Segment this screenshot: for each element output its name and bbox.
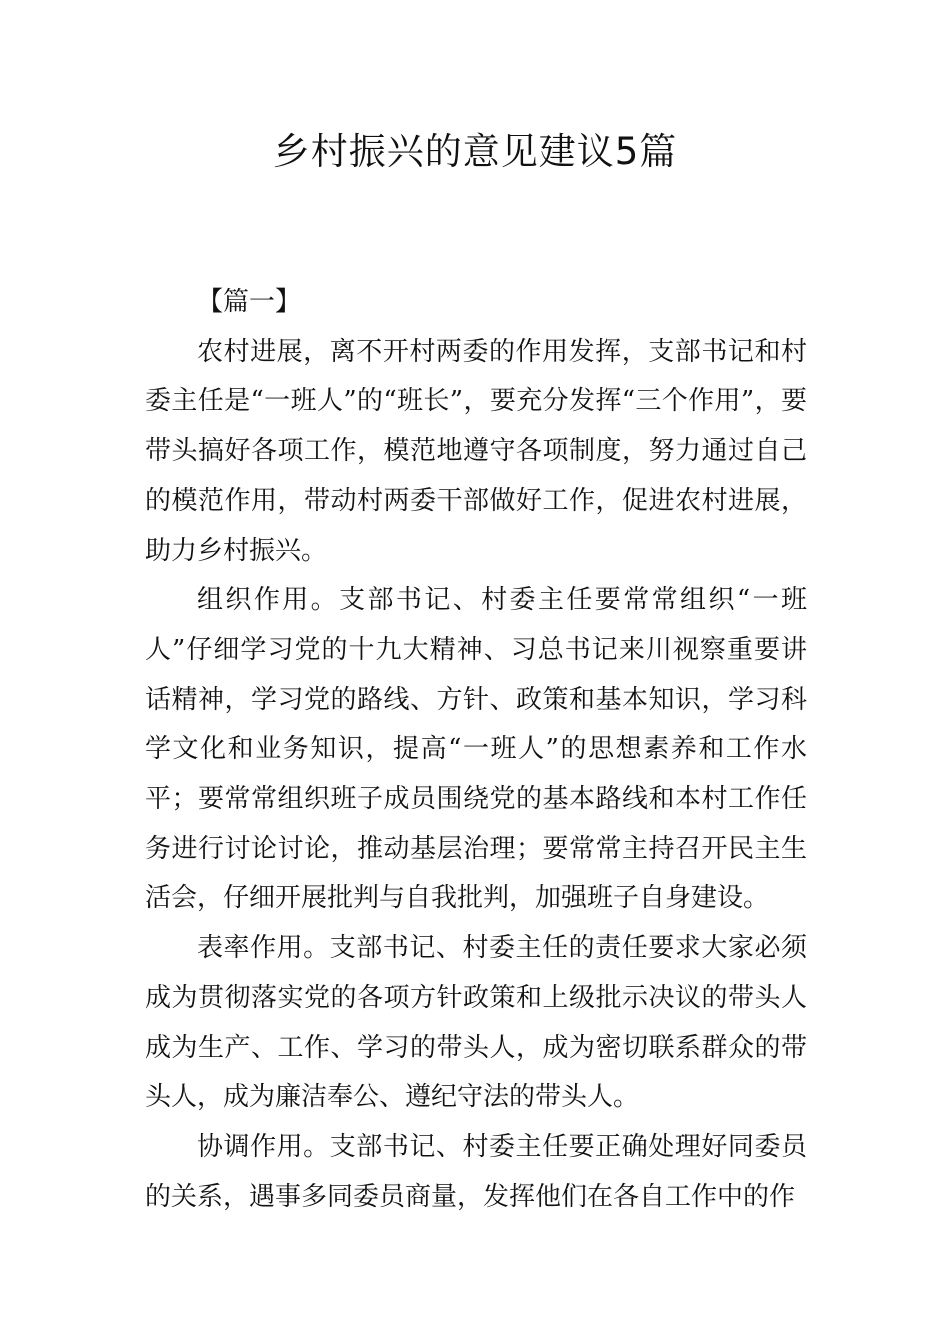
document-body (145, 278, 807, 1222)
paragraph-coordinating-role: 协调作用。支部书记、村委主任要正确处理好同委员的关系，遇事多同委员商量，发挥他们在各自工作中的作 (145, 1131, 807, 1212)
paragraph-exemplary-role: 表率作用。支部书记、村委主任的责任要求大家必须成为贯彻落实党的各项方针政策和上级批示决议的带头人成为生产、工作、学习的带头人，成为密切联系群众的带头人，成为廉洁奉公、遵纪守法的带头人。 (145, 933, 807, 1113)
section-label: 【篇一】 (197, 287, 302, 317)
paragraph-intro: 农村进展，离不开村两委的作用发挥，支部书记和村委主任是“一班人”的“班长”，要充分发挥“三个作用”，要带头搞好各项工作，模范地遵守各项制度，努力通过自己的模范作用，带动村两委干部做好工作，促进农村进展，助力乡村振兴。 (145, 336, 807, 566)
document-title: 乡村振兴的意见建议5篇 (272, 130, 678, 173)
paragraph-organizing-role: 组织作用。支部书记、村委主任要常常组织“一班人”仔细学习党的十九大精神、习总书记来川视察重要讲话精神，学习党的路线、方针、政策和基本知识，学习科学文化和业务知识，提高“一班人”的思想素养和工作水平；要常常组织班子成员围绕党的基本路线和本村工作任务进行讨论讨论，推动基层治理；要常常主持召开民主生活会，仔细开展批判与自我批判，加强班子自身建设。 (145, 585, 807, 914)
